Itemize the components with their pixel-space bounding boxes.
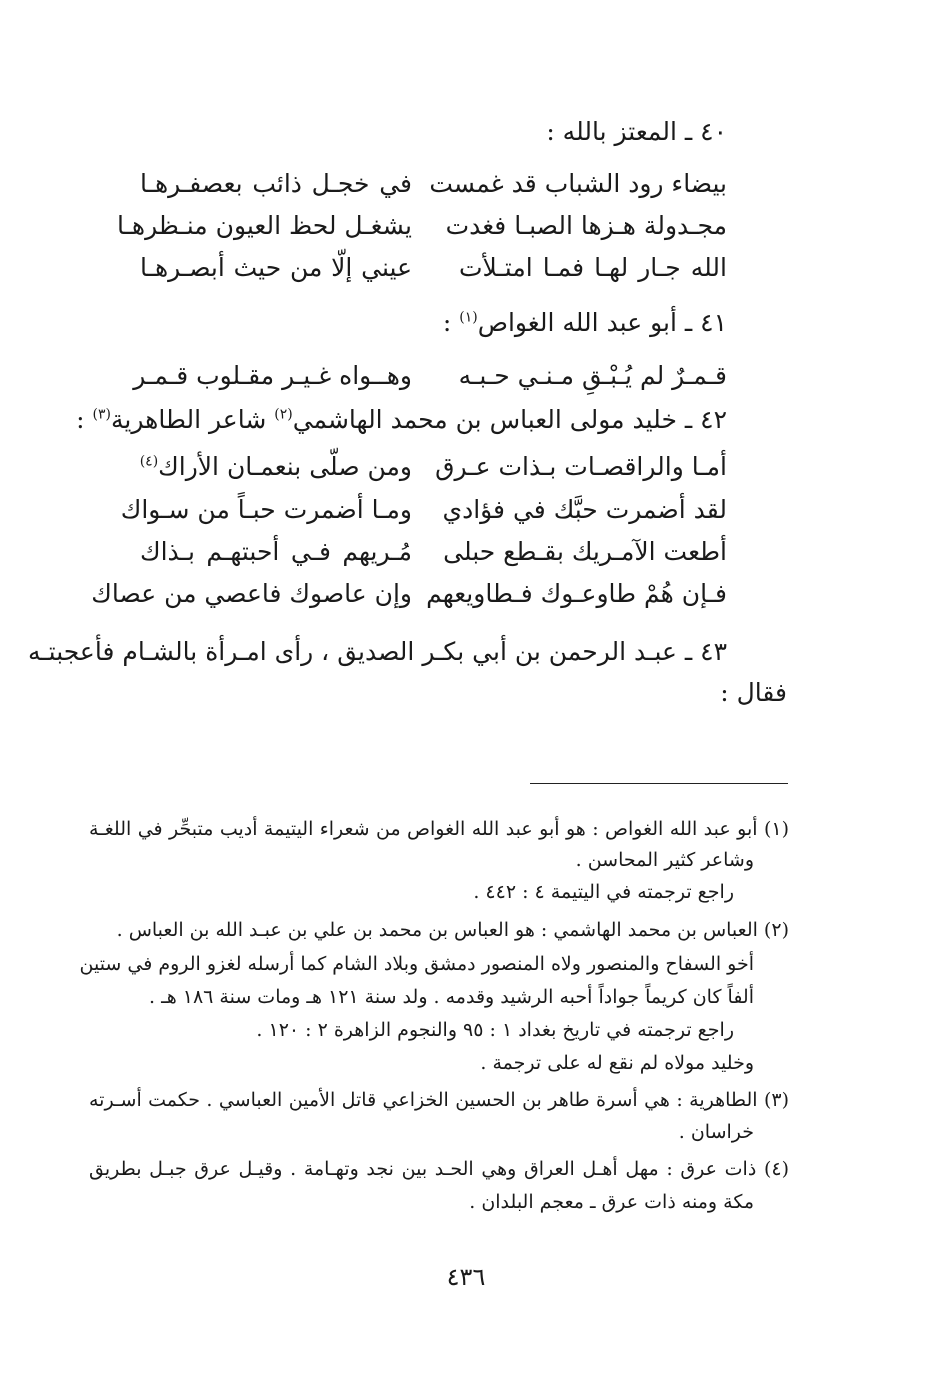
couplet [116,208,727,244]
footnote-4-line: مكة ومنه ذات عرق ـ معجم البلدان . [469,1191,754,1213]
couplet [127,534,727,570]
hemistich-first: أمـا والراقصـات بـذات عـرق [435,452,727,481]
heading-colon: : [442,308,460,337]
entry-heading-40: ٤٠ ـ المعتز بالله : [546,117,727,146]
hemistich-second: وإن عاصوك فاعصي من عصاك [91,579,412,608]
footnote-3-line: (٣) الطاهرية : هي أسرة طاهر بن الحسين الخزاعي قاتل الأمين العباسي . حكمت أسـرته [89,1089,789,1111]
footnote-2-line: وخليد مولاه لم نقع له على ترجمة . [480,1052,754,1074]
hemistich-second: وهــواه غـيـر مقـلوب قـمـر [133,361,412,390]
hemistich-first: مجـدولة هـزها الصبـا فغدت [445,211,727,240]
heading-text: ٤٢ ـ خليد مولى العباس بن محمد الهاشمي [292,405,727,434]
hemistich-first: لقد أضمرت حبَّك في فؤادي [442,495,727,524]
hemistich-first: فـإن هُمْ طاوعـوك فـطاويعهم [426,579,727,608]
footnote-2-line: أخو السفاح والمنصور ولاه المنصور دمشق وبلاد الشام كما أرسله لغزو الروم في ستين [79,953,754,975]
footnote-2-line: راجع ترجمته في تاريخ بغداد ١ : ٩٥ والنجوم الزاهرة ٢ : ١٢٠ . [256,1019,734,1041]
hemistich-first: بيضاء رود الشباب قد غمست [429,169,727,198]
hemistich-second: مُـريهم فـي أحبتهـم بـذاك [140,537,412,566]
footnote-4-line: (٤) ذات عرق : مهل أهـل العراق وهي الحـد بين نجد وتهـامة . وقيـل عرق جبـل بطريق [89,1158,789,1180]
footnote-3-line: خراسان . [678,1121,754,1143]
entry-heading-41 [443,308,727,338]
entry-paragraph-43-continued: فقال : [720,678,787,707]
hemistich-second [140,449,412,485]
couplet [127,166,727,202]
couplet [120,492,727,528]
footnote-2-line: ألفاً كان كريماً جواداً أحبه الرشيد وقدمه . ولد سنة ١٢١ هـ ومات سنة ١٨٦ هـ . [149,986,754,1008]
couplet [91,576,727,612]
footnote-1-line: وشاعر كثير المحاسن . [575,849,754,871]
hemistich-first: قـمـرٌ لم يُـبْـقِ مـنـي حـبـه [458,361,727,390]
page-number: ٤٣٦ [446,1263,486,1291]
footnote-1-line: راجع ترجمته في اليتيمة ٤ : ٤٤٢ . [473,881,734,903]
footnote-separator [530,783,788,784]
couplet [127,250,727,286]
couplet [127,449,727,485]
heading-text: شاعر الطاهرية [111,405,275,434]
couplet [127,358,727,394]
hemistich-first: الله جـار لهـا فمـا امتـلأت [459,253,727,282]
hemistich-second: يشغـل لحظ العيون منـظرهـا [116,211,412,240]
footnote-2-line: (٢) العباس بن محمد الهاشمي : هو العباس بن محمد بن علي بن عبـد الله بن العباس . [116,919,789,941]
heading-colon: : [76,405,93,434]
footnote-ref: (١) [459,309,478,326]
footnote-ref: (٤) [139,453,159,470]
footnote-ref: (٢) [274,406,293,423]
footnote-1-line: (١) أبو عبد الله الغواص : هو أبو عبد الله الغواص من شعراء اليتيمة أديب متبحِّر في اللغـة [89,818,789,840]
hemistich-second: في خجـل ذائب بعصفـرهـا [140,169,412,198]
hemistich-first: أطعت الآمـريك بقـطع حبلى [443,537,727,566]
hemistich-second: ومـا أضمرت حبـاً من سـواك [120,495,412,524]
heading-text: ٤١ ـ أبو عبد الله الغواص [477,308,727,337]
footnote-ref: (٣) [92,406,112,423]
entry-heading-42 [76,405,727,435]
hemistich-second: عيني إلّا من حيث أبصـرهـا [140,253,412,282]
entry-paragraph-43: ٤٣ ـ عبـد الرحمن بن أبي بكـر الصديق ، رأى امـرأة بالشـام فأعجبتـه [27,637,727,666]
hemistich-text: ومن صلّى بنعمـان الأراك [158,452,412,481]
